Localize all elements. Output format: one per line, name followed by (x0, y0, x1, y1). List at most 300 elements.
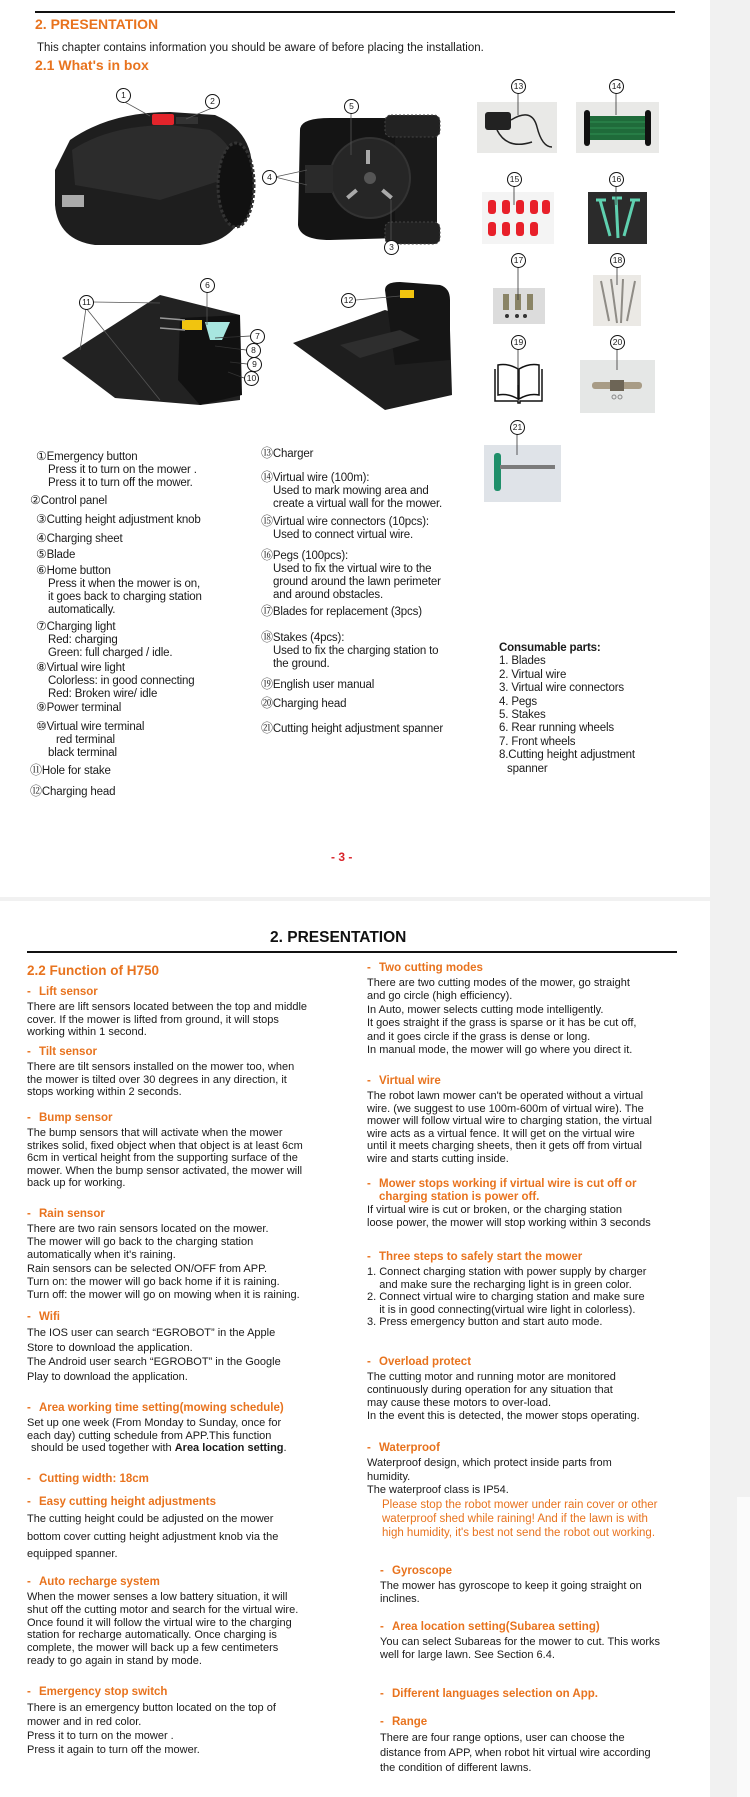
legend-number: ⑧ (36, 660, 47, 674)
legend-item (261, 549, 441, 602)
legend-row (36, 450, 197, 464)
legend-item (36, 450, 197, 490)
bullet-dash: - (27, 1686, 31, 1698)
title-rule (27, 951, 677, 953)
feature-text: and it goes circle if the grass is dense or long. (367, 1030, 591, 1043)
feature-text: Waterproof design, which protect inside parts from (367, 1457, 612, 1469)
callout-14: 14 (609, 79, 624, 94)
legend-item (36, 620, 172, 660)
feature-text: ready to go again in stand by mode. (27, 1654, 202, 1667)
feature-heading-text: Rain sensor (39, 1208, 105, 1220)
feature-heading-text: Auto recharge system (39, 1576, 160, 1588)
consumable-item: 5. Stakes (499, 709, 546, 722)
feature-text: may cause these motors to over-load. (367, 1397, 552, 1409)
legend-item (261, 605, 422, 619)
callout-16: 16 (609, 172, 624, 187)
legend-row (261, 605, 422, 619)
feature-text: wire and starts cutting inside. (367, 1152, 509, 1165)
legend-label: Cutting height adjustment spanner (272, 723, 444, 735)
feature-text-last (27, 1442, 287, 1455)
feature-text: In Auto, mower selects cutting mode intelligently. (367, 1003, 604, 1016)
feature-section (27, 985, 307, 1039)
page-number: - 3 - (331, 850, 353, 864)
bullet-dash: - (27, 1311, 31, 1323)
legend-item (36, 661, 195, 701)
consumable-item: 6. Rear running wheels (499, 722, 614, 735)
legend-detail: Used to mark mowing area and (273, 485, 429, 497)
legend-label: Emergency button (46, 451, 138, 463)
consumable-item: 1. Blades (499, 655, 546, 668)
feature-section (367, 1355, 640, 1423)
feature-section (27, 1207, 300, 1302)
feature-heading (367, 961, 636, 975)
consumable-parts (499, 642, 635, 776)
legend-detail: Used to fix the virtual wire to the (273, 563, 432, 575)
legend-item (261, 697, 346, 711)
bullet-dash: - (380, 1716, 384, 1728)
legend-item (261, 678, 374, 692)
legend-number: ⑰ (261, 604, 273, 618)
feature-text: The robot lawn mower can't be operated without a virtual (367, 1090, 644, 1102)
feature-text: The cutting height could be adjusted on the mower (27, 1513, 274, 1525)
feature-heading-text: Range (392, 1716, 428, 1728)
feature-section (367, 961, 636, 1057)
feature-text: There is an emergency button located on the top of (27, 1702, 276, 1714)
legend-detail: Used to connect virtual wire. (273, 529, 414, 541)
bullet-dash: - (367, 1251, 371, 1263)
legend-label: English user manual (272, 679, 375, 691)
feature-text: strikes solid, fixed object when that object is at least 6cm (27, 1139, 303, 1152)
legend-number: ⑱ (261, 630, 273, 644)
feature-heading (380, 1564, 642, 1578)
callout-8: 8 (246, 343, 261, 358)
feature-text: until it meets charging sheets, then it gets off from virtual (367, 1140, 642, 1152)
feature-section (380, 1687, 598, 1701)
feature-text: automatically when it's raining. (27, 1249, 176, 1262)
feature-heading (380, 1620, 660, 1634)
legend-detail: the ground. (273, 658, 330, 670)
legend-label: Charging sheet (46, 533, 123, 545)
bullet-dash: - (27, 1576, 31, 1588)
callout-7: 7 (250, 329, 265, 344)
legend-item (36, 701, 121, 715)
callout-11: 11 (79, 295, 94, 310)
legend-number: ① (36, 449, 47, 463)
feature-heading-cont: charging station is power off. (379, 1191, 540, 1203)
feature-text: loose power, the mower will stop working within 3 seconds (367, 1216, 651, 1229)
legend-number: ⑤ (36, 547, 47, 561)
feature-text: distance from APP, when robot hit virtual wire according (380, 1747, 651, 1759)
callout-1: 1 (116, 88, 131, 103)
legend-number: ⑦ (36, 619, 47, 633)
legend-number: ⑪ (30, 763, 42, 777)
feature-section (367, 1441, 658, 1540)
legend-label: Virtual wire light (46, 662, 125, 674)
legend-detail: Colorless: in good connecting (48, 675, 195, 687)
legend-number: ⑫ (30, 784, 42, 798)
callout-9: 9 (247, 357, 262, 372)
consumable-item-list (499, 655, 635, 776)
feature-heading (27, 1401, 287, 1415)
feature-text: well for large lawn. See Section 6.4. (380, 1649, 555, 1661)
feature-section (27, 1685, 276, 1757)
section-title: 2.1 What's in box (35, 57, 149, 73)
feature-text: Set up one week (From Monday to Sunday, once for (27, 1417, 282, 1429)
feature-section (27, 1575, 298, 1668)
feature-section (380, 1564, 642, 1606)
feature-text: mower and in red color. (27, 1716, 142, 1728)
feature-heading (27, 1111, 303, 1125)
feature-heading-text: Different languages selection on App. (392, 1688, 598, 1700)
legend-item (30, 785, 115, 799)
feature-heading (367, 1250, 646, 1264)
legend-number: ⑯ (261, 548, 273, 562)
legend-row (36, 513, 201, 527)
feature-section (367, 1074, 652, 1165)
feature-heading (367, 1355, 640, 1369)
legend-row (36, 720, 144, 734)
feature-text: Turn off: the mower will go on mowing when it is raining. (27, 1289, 300, 1302)
feature-heading-text: Easy cutting height adjustments (39, 1496, 216, 1508)
feature-text: The mower has gyroscope to keep it going straight on (380, 1580, 642, 1592)
bullet-dash: - (27, 1046, 31, 1058)
legend-detail: and around obstacles. (273, 589, 384, 601)
legend-row (261, 549, 441, 563)
feature-heading-text: Waterproof (379, 1442, 440, 1454)
waterproof-warning: waterproof shed while raining! And if the lawn is with (382, 1512, 648, 1525)
feature-heading (27, 1310, 281, 1324)
feature-text: 2. Connect virtual wire to charging station and make sure (367, 1291, 645, 1303)
consumable-item: 7. Front wheels (499, 735, 576, 748)
bullet-dash: - (380, 1621, 384, 1633)
feature-text: wire. (we suggest to use 100m-600m of virtual wire). The (367, 1102, 644, 1115)
legend-item (36, 564, 202, 617)
bullet-dash: - (27, 986, 31, 998)
legend-row (261, 447, 313, 461)
feature-text: cover. If the mower is lifted from ground, it will stops (27, 1013, 279, 1026)
consumable-item: 4. Pegs (499, 695, 537, 708)
waterproof-warning: Please stop the robot mower under rain cover or other (382, 1498, 658, 1511)
consumable-parts-title: Consumable parts: (499, 642, 601, 654)
bullet-dash: - (27, 1112, 31, 1124)
legend-number: ⑭ (261, 470, 273, 484)
legend-label: Hole for stake (41, 765, 111, 777)
feature-heading (367, 1441, 658, 1455)
feature-text: In the event this is detected, the mower stops operating. (367, 1410, 640, 1422)
legend-item (36, 548, 75, 562)
legend-label: Virtual wire (100m): (272, 472, 370, 484)
legend-detail: create a virtual wall for the mower. (273, 498, 443, 510)
feature-text: There are lift sensors located between the top and middle (27, 1001, 308, 1013)
bullet-dash: - (367, 962, 371, 974)
feature-section (27, 1045, 294, 1099)
legend-item (36, 513, 201, 527)
feature-section (27, 1495, 278, 1564)
feature-heading-text: Wifi (39, 1311, 60, 1323)
feature-heading-text: Gyroscope (392, 1565, 453, 1577)
legend-label: Cutting height adjustment knob (46, 514, 201, 526)
callout-21: 21 (510, 420, 525, 435)
feature-text: shut off the cutting motor and search for the virtual wire. (27, 1603, 299, 1616)
callout-19: 19 (511, 335, 526, 350)
legend-detail: Red: Broken wire/ idle (48, 688, 158, 700)
feature-section (27, 1472, 149, 1486)
feature-heading (27, 1685, 276, 1699)
feature-text: You can select Subareas for the mower to cut. This works (380, 1636, 661, 1648)
feature-text: station for recharge automatically. Once charging is (27, 1629, 277, 1642)
feature-text: There are four range options, user can choose the (380, 1732, 625, 1744)
feature-text: The bump sensors that will activate when the mower (27, 1127, 283, 1139)
feature-heading (27, 1575, 298, 1589)
legend-detail: black terminal (48, 747, 117, 759)
bullet-dash: - (380, 1688, 384, 1700)
feature-text: Play to download the application. (27, 1370, 188, 1383)
feature-heading-text: Two cutting modes (379, 962, 483, 974)
feature-section (367, 1177, 651, 1229)
feature-text: The cutting motor and running motor are monitored (367, 1371, 616, 1383)
bullet-dash: - (380, 1565, 384, 1577)
legend-label: Blades for replacement (3pcs) (272, 606, 422, 618)
legend-number: ③ (36, 512, 47, 526)
bullet-dash: - (27, 1473, 31, 1485)
feature-heading (27, 1495, 278, 1509)
feature-text: . (283, 1442, 287, 1455)
legend-number: ② (30, 493, 41, 507)
feature-text: continuously during operation for any situation that (367, 1384, 613, 1396)
legend-detail: Press it when the mower is on, (48, 578, 201, 590)
feature-section (27, 1401, 287, 1455)
bullet-dash: - (367, 1178, 371, 1190)
feature-text: The mower will go back to the charging station (27, 1236, 254, 1249)
feature-text: humidity. (367, 1470, 411, 1483)
legend-row (36, 548, 75, 562)
legend-row (261, 631, 438, 645)
legend-number: ⑲ (261, 677, 273, 691)
feature-text: complete, the mower will back up a few centimeters (27, 1642, 279, 1655)
feature-section (27, 1111, 303, 1190)
intro-text: This chapter contains information you should be aware of before placing the installation. (37, 42, 484, 54)
feature-text: stops working within 2 seconds. (27, 1086, 182, 1099)
legend-label: Charging head (272, 698, 347, 710)
feature-text: There are two cutting modes of the mower, go straight (367, 977, 630, 989)
feature-text: If virtual wire is cut or broken, or the charging station (367, 1204, 622, 1216)
feature-text: 1. Connect charging station with power supply by charger (367, 1266, 647, 1278)
feature-text-bold: Area location setting (174, 1442, 284, 1455)
feature-text: In manual mode, the mower will go where you direct it. (367, 1044, 633, 1057)
feature-heading-text: Overload protect (379, 1356, 472, 1368)
feature-text: bottom cover cutting height adjustment knob via the (27, 1530, 279, 1543)
legend-detail: Used to fix the charging station to (273, 645, 439, 657)
legend-number: ⑥ (36, 563, 47, 577)
feature-text: wire acts as a virtual fence. It will get on the virtual wire (367, 1127, 635, 1140)
legend-detail: Press it to turn on the mower . (48, 464, 197, 476)
legend-row (261, 678, 374, 692)
legend-item (261, 447, 313, 461)
feature-text: The waterproof class is IP54. (367, 1484, 509, 1496)
feature-text: 6cm in vertical height from the supporting surface of the (27, 1152, 298, 1165)
feature-text: mower. When the bump sensor activated, the mower will (27, 1164, 303, 1177)
legend-item (261, 515, 429, 542)
feature-text: inclines. (380, 1593, 420, 1605)
legend-row (30, 785, 115, 799)
legend-number: ㉑ (261, 721, 273, 735)
feature-text: When the mower senses a low battery situation, it will (27, 1591, 288, 1603)
legend-number: ⑩ (36, 719, 47, 733)
feature-heading (367, 1177, 651, 1191)
feature-section (380, 1620, 660, 1662)
feature-heading-text: Emergency stop switch (39, 1686, 168, 1698)
legend-detail: Green: full charged / idle. (48, 647, 173, 659)
callout-12: 12 (341, 293, 356, 308)
feature-text: and go circle (high efficiency). (367, 990, 513, 1003)
legend-row (36, 620, 172, 634)
manual-page-3 (0, 0, 710, 897)
callout-5: 5 (344, 99, 359, 114)
feature-text: Once found it will follow the virtual wire to the charging (27, 1616, 292, 1629)
feature-heading-text: Lift sensor (39, 986, 98, 998)
callout-4: 4 (262, 170, 277, 185)
legend-item (261, 471, 442, 511)
feature-text: it is in good connecting(virtual wire light in colorless). (367, 1303, 636, 1316)
legend-detail: Press it to turn off the mower. (48, 477, 193, 489)
feature-text: The IOS user can search “EGROBOT” in the Apple (27, 1327, 276, 1339)
consumable-item: 2. Virtual wire (499, 668, 567, 681)
legend-number: ⑬ (261, 446, 273, 460)
consumable-item: 3. Virtual wire connectors (499, 682, 625, 695)
feature-text: There are two rain sensors located on the mower. (27, 1223, 269, 1235)
callout-13: 13 (511, 79, 526, 94)
legend-row (30, 494, 107, 508)
legend-row (36, 532, 123, 546)
feature-text: working within 1 second. (27, 1026, 147, 1039)
legend-row (261, 471, 442, 485)
legend-detail: Red: charging (48, 634, 118, 646)
legend-label: Stakes (4pcs): (272, 632, 345, 644)
callout-17: 17 (511, 253, 526, 268)
feature-section (380, 1715, 651, 1776)
legend-item (36, 720, 144, 760)
feature-heading (367, 1074, 652, 1088)
legend-detail: automatically. (48, 604, 116, 616)
legend-item (261, 631, 438, 671)
section-title-2-2: 2.2 Function of H750 (27, 963, 160, 978)
feature-heading-text: Area working time setting(mowing schedule) (39, 1402, 284, 1414)
legend-row (36, 661, 195, 675)
legend-row (261, 722, 443, 736)
feature-heading-text: Cutting width: 18cm (39, 1473, 149, 1485)
bullet-dash: - (27, 1402, 31, 1414)
legend-detail: ground around the lawn perimeter (273, 576, 441, 588)
legend-number: ④ (36, 531, 47, 545)
legend-label: Charging head (41, 786, 116, 798)
consumable-item: spanner (507, 762, 548, 775)
legend-number: ⑮ (261, 514, 273, 528)
callout-15: 15 (507, 172, 522, 187)
feature-text: and make sure the recharging light is in green color. (367, 1278, 632, 1291)
bullet-dash: - (27, 1208, 31, 1220)
feature-text: It goes straight if the grass is sparse or it has be cut off, (367, 1017, 637, 1030)
legend-row (36, 564, 202, 578)
legend-row (30, 764, 111, 778)
legend-detail: it goes back to charging station (48, 591, 202, 603)
feature-section (367, 1250, 646, 1329)
feature-heading-text: Tilt sensor (39, 1046, 97, 1058)
legend-row (36, 701, 121, 715)
bullet-dash: - (27, 1496, 31, 1508)
feature-heading (27, 1472, 149, 1486)
feature-text: the condition of different lawns. (380, 1762, 532, 1774)
bullet-dash: - (367, 1356, 371, 1368)
callout-6: 6 (200, 278, 215, 293)
feature-heading-text: Mower stops working if virtual wire is cut off or (379, 1178, 637, 1190)
bullet-dash: - (367, 1075, 371, 1087)
callout-18: 18 (610, 253, 625, 268)
callout-3: 3 (384, 240, 399, 255)
legend-row (261, 697, 346, 711)
legend-row (261, 515, 429, 529)
legend-number: ⑳ (261, 696, 273, 710)
chapter-title-2: 2. PRESENTATION (270, 929, 407, 946)
feature-text: back up for working. (27, 1177, 126, 1190)
legend-detail: red terminal (56, 734, 115, 746)
feature-heading (27, 1045, 294, 1059)
legend-label: Home button (46, 565, 111, 577)
legend-label: Power terminal (46, 702, 122, 714)
consumable-item: 8.Cutting height adjustment (499, 749, 635, 762)
legend-item (36, 532, 123, 546)
feature-text: Turn on: the mower will go back home if it is raining. (27, 1275, 280, 1288)
legend-item (261, 722, 443, 736)
legend-label: Blade (46, 549, 76, 561)
feature-text: each day) cutting schedule from APP.This function (27, 1429, 272, 1442)
feature-text: 3. Press emergency button and start auto mode. (367, 1316, 603, 1328)
legend-label: Control panel (40, 495, 108, 507)
feature-heading (27, 985, 307, 999)
feature-text: There are tilt sensors installed on the mower too, when (27, 1061, 295, 1073)
feature-text: Store to download the application. (27, 1341, 193, 1354)
waterproof-warning: high humidity, it's best not send the robot out working. (382, 1526, 656, 1539)
feature-text: The Android user search “EGROBOT” in the Google (27, 1356, 281, 1368)
legend-item (30, 764, 111, 778)
feature-text: Press it to turn on the mower . (27, 1730, 174, 1742)
feature-heading-text: Bump sensor (39, 1112, 113, 1124)
legend-number: ⑨ (36, 700, 47, 714)
feature-heading (27, 1207, 300, 1221)
feature-heading (380, 1715, 651, 1729)
feature-text: the mower is tilted over 30 degrees in any direction, it (27, 1073, 287, 1086)
feature-heading (380, 1687, 598, 1701)
feature-text: Rain sensors can be selected ON/OFF from APP. (27, 1262, 268, 1275)
feature-section (27, 1310, 281, 1384)
legend-item (30, 494, 107, 508)
bullet-dash: - (367, 1442, 371, 1454)
feature-heading-text: Virtual wire (379, 1075, 441, 1087)
callout-20: 20 (610, 335, 625, 350)
legend-label: Charging light (46, 621, 116, 633)
feature-text: Press it again to turn off the mower. (27, 1744, 200, 1756)
callout-10: 10 (244, 371, 259, 386)
feature-text: should be used together with (31, 1442, 175, 1455)
feature-text: mower will follow virtual wire to charging station, the virtual (367, 1115, 652, 1127)
feature-heading-text: Three steps to safely start the mower (379, 1251, 583, 1263)
legend-label: Pegs (100pcs): (272, 550, 349, 562)
chapter-title: 2. PRESENTATION (35, 16, 159, 32)
legend-label: Virtual wire terminal (46, 721, 145, 733)
callout-leaders (0, 0, 710, 520)
legend-label: Charger (272, 448, 314, 460)
legend-label: Virtual wire connectors (10pcs): (272, 516, 429, 528)
callout-2: 2 (205, 94, 220, 109)
